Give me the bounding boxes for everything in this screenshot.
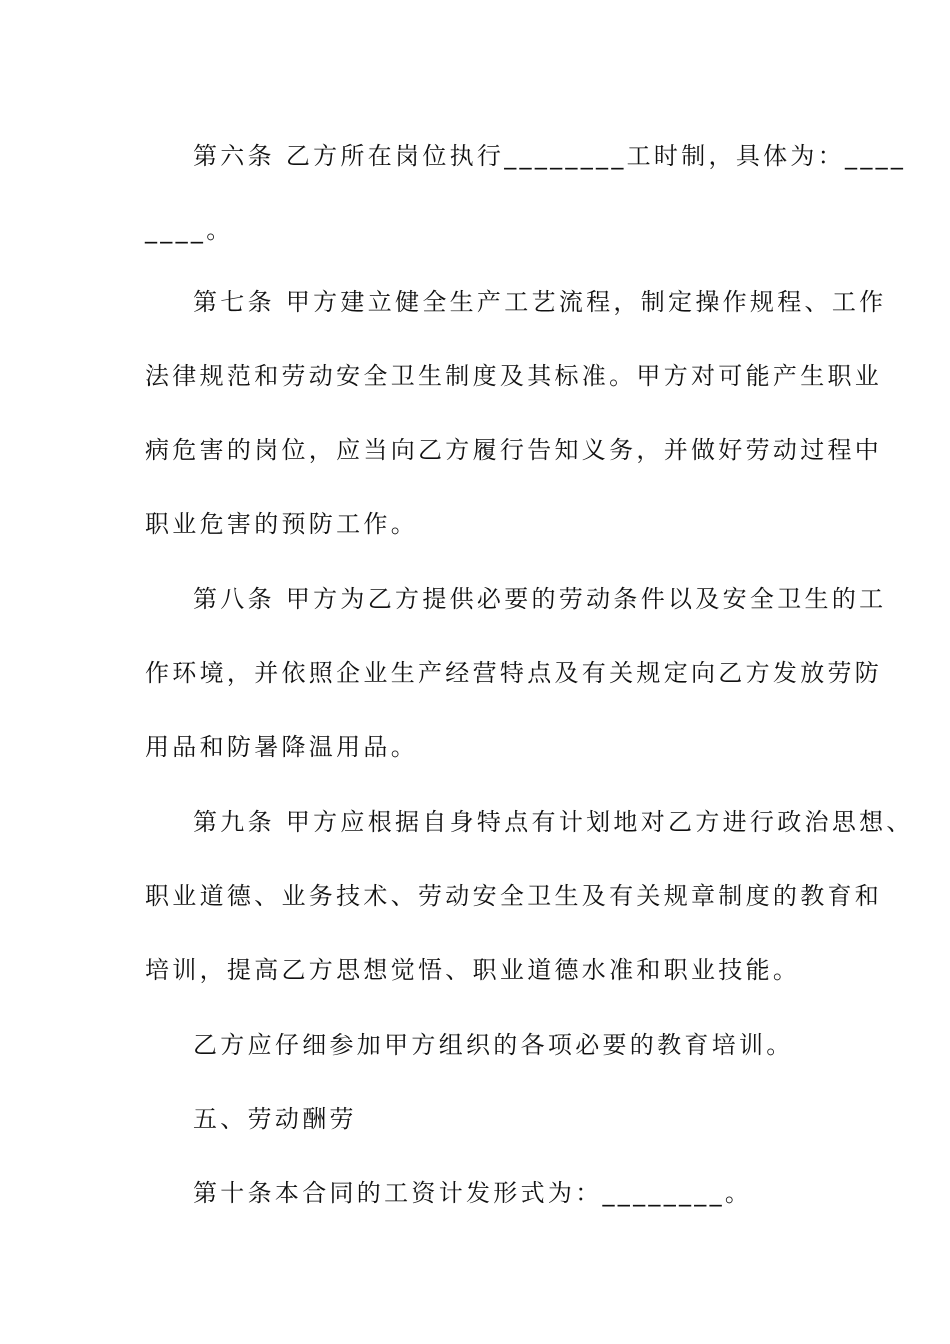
article-8-line-2: 作环境，并依照企业生产经营特点及有关规定向乙方发放劳防: [145, 659, 883, 687]
article-7-line-2: 法律规范和劳动安全卫生制度及其标准。甲方对可能产生职业: [145, 362, 883, 390]
article-8-line-3: 用品和防暑降温用品。: [145, 733, 418, 761]
article-7-line-4: 职业危害的预防工作。: [145, 510, 418, 538]
article-7-line-1: 第七条 甲方建立健全生产工艺流程，制定操作规程、工作: [193, 288, 887, 316]
article-9-line-2: 职业道德、业务技术、劳动安全卫生及有关规章制度的教育和: [145, 882, 883, 910]
article-9-paragraph-2: 乙方应仔细参加甲方组织的各项必要的教育培训。: [193, 1031, 794, 1059]
article-6-line-2: ____。: [145, 216, 234, 244]
section-5-heading: 五、劳动酬劳: [193, 1105, 357, 1133]
article-9-line-3: 培训，提高乙方思想觉悟、职业道德水准和职业技能。: [145, 956, 801, 984]
article-7-line-3: 病危害的岗位，应当向乙方履行告知义务，并做好劳动过程中: [145, 436, 883, 464]
article-6-line-1: 第六条 乙方所在岗位执行________工时制，具体为：____: [193, 142, 907, 170]
article-9-line-1: 第九条 甲方应根据自身特点有计划地对乙方进行政治思想、: [193, 808, 914, 836]
article-8-line-1: 第八条 甲方为乙方提供必要的劳动条件以及安全卫生的工: [193, 585, 887, 613]
article-10-line-1: 第十条本合同的工资计发形式为：________。: [193, 1179, 753, 1207]
